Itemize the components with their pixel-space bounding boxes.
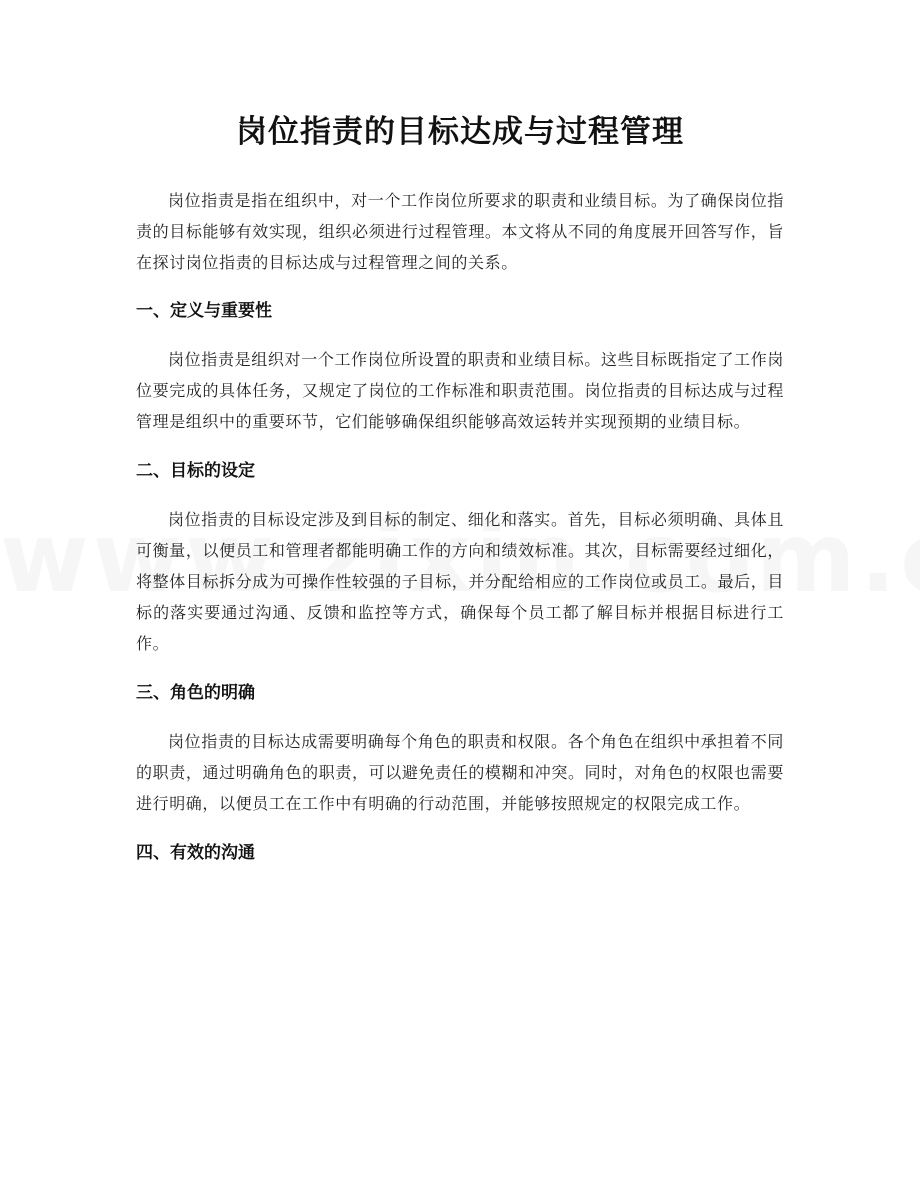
section-body-goal-setting: 岗位指责的目标设定涉及到目标的制定、细化和落实。首先，目标必须明确、具体且可衡量，以便员工和管理者都能明确工作的方向和绩效标准。其次，目标需要经过细化，将整体目标拆分成为可操作性较强的子目标，并分配给相应的工作岗位或员工。最后，目标的落实要通过沟通、反馈和监控等方式，确保每个员工都了解目标并根据目标进行工作。 — [136, 510, 784, 653]
section-heading-role-clarity: 三、角色的明确 — [136, 683, 255, 703]
intro-paragraph: 岗位指责是指在组织中，对一个工作岗位所要求的职责和业绩目标。为了确保岗位指责的目标能够有效实现，组织必须进行过程管理。本文将从不同的角度展开回答写作，旨在探讨岗位指责的目标达成与过程管理之间的关系。 — [136, 191, 784, 272]
section-body-definition: 岗位指责是组织对一个工作岗位所设置的职责和业绩目标。这些目标既指定了工作岗位要完成的具体任务，又规定了岗位的工作标准和职责范围。岗位指责的目标达成与过程管理是组织中的重要环节，它们能够确保组织能够高效运转并实现预期的业绩目标。 — [136, 350, 784, 431]
section-heading-definition: 一、定义与重要性 — [136, 301, 272, 321]
section-heading-goal-setting: 二、目标的设定 — [136, 461, 255, 481]
document-title: 岗位指责的目标达成与过程管理 — [236, 114, 684, 150]
section-heading-communication: 四、有效的沟通 — [136, 843, 255, 863]
section-body-role-clarity: 岗位指责的目标达成需要明确每个角色的职责和权限。各个角色在组织中承担着不同的职责，通过明确角色的职责，可以避免责任的模糊和冲突。同时，对角色的权限也需要进行明确，以便员工在工作中有明确的行动范围，并能够按照规定的权限完成工作。 — [136, 732, 784, 813]
